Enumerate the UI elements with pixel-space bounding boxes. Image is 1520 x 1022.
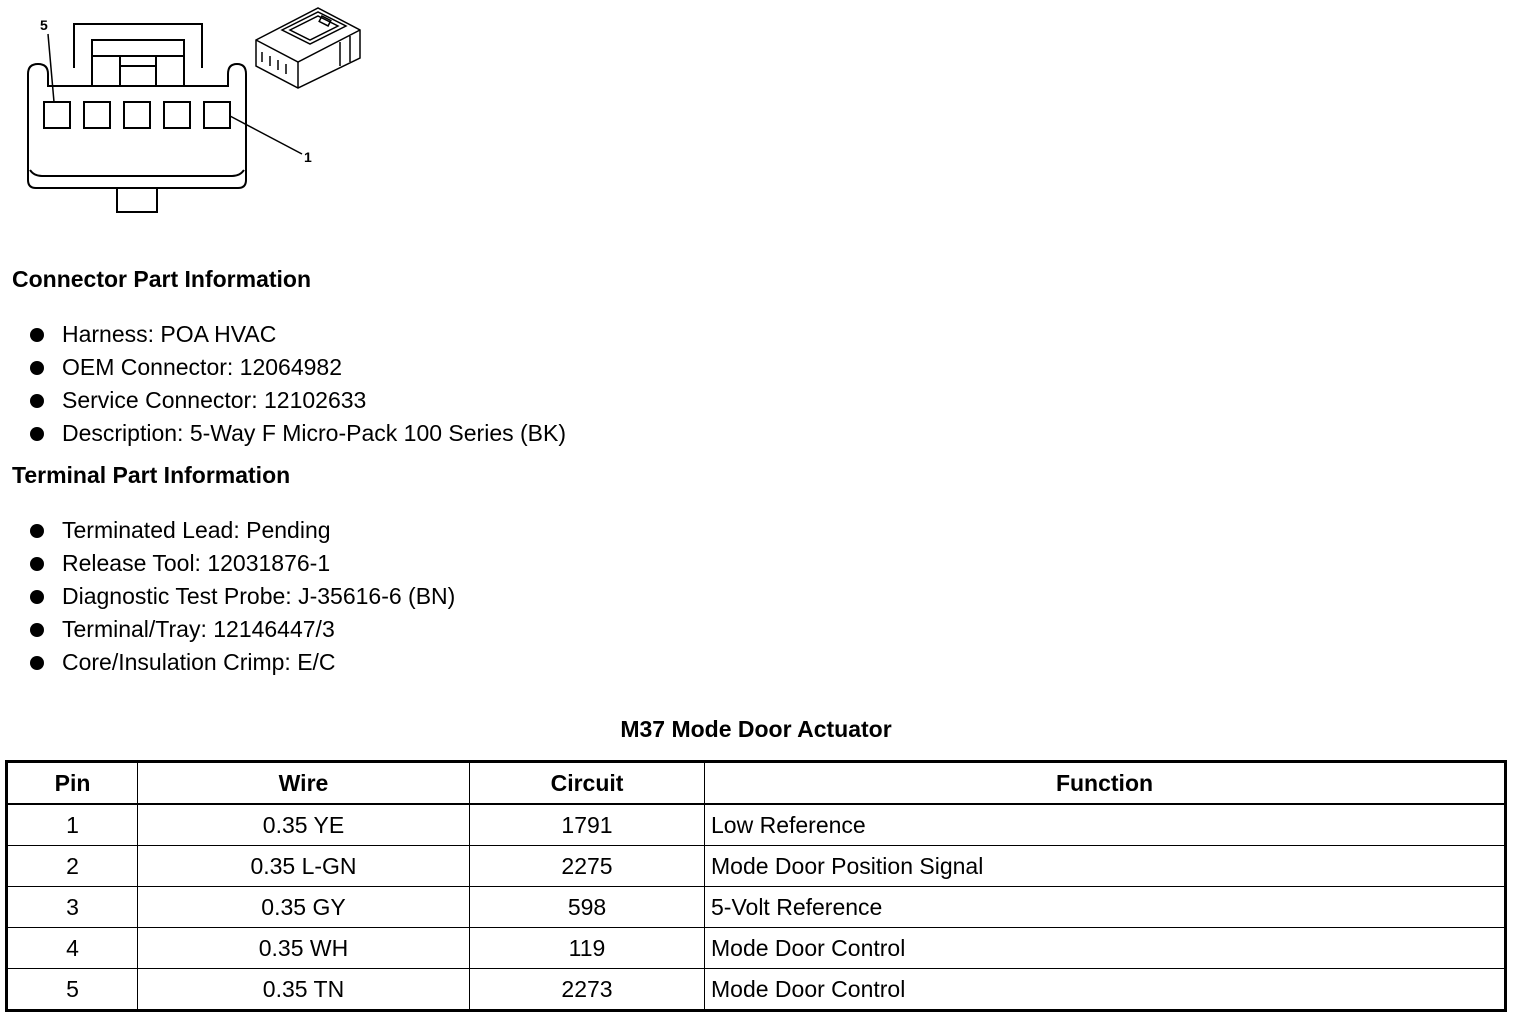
- list-item: [28, 318, 566, 351]
- list-item: [28, 384, 566, 417]
- table-row: [7, 804, 1506, 846]
- bullet-icon: [30, 656, 44, 670]
- bullet-icon: [30, 590, 44, 604]
- cell-wire: 0.35 YE: [138, 804, 470, 846]
- list-item: [28, 646, 455, 679]
- cell-function: Mode Door Control: [705, 928, 1506, 969]
- list-item-text: OEM Connector: 12064982: [62, 354, 343, 380]
- table-row: [7, 887, 1506, 928]
- table-row: [7, 846, 1506, 887]
- cell-wire: 0.35 WH: [138, 928, 470, 969]
- pin-cavity: [124, 102, 150, 128]
- pin-table: [5, 760, 1507, 1012]
- cell-pin: 4: [7, 928, 138, 969]
- cell-circuit: 119: [470, 928, 705, 969]
- cell-wire: 0.35 TN: [138, 969, 470, 1011]
- list-item-text: Terminal/Tray: 12146447/3: [62, 616, 335, 642]
- connector-diagram: [0, 0, 380, 225]
- connector-part-heading: Connector Part Information: [12, 266, 312, 292]
- pin-label-1: 1: [304, 149, 312, 165]
- list-item: [28, 547, 455, 580]
- bullet-icon: [30, 427, 44, 441]
- table-row: [7, 969, 1506, 1011]
- list-item-text: Harness: POA HVAC: [62, 321, 277, 347]
- pin-cavity: [204, 102, 230, 128]
- cell-pin: 1: [7, 804, 138, 846]
- cell-pin: 3: [7, 887, 138, 928]
- list-item: [28, 417, 566, 450]
- cell-pin: 5: [7, 969, 138, 1011]
- list-item-text: Service Connector: 12102633: [62, 387, 367, 413]
- cell-wire: 0.35 L-GN: [138, 846, 470, 887]
- bullet-icon: [30, 361, 44, 375]
- list-item: [28, 613, 455, 646]
- list-item-text: Terminated Lead: Pending: [62, 517, 331, 543]
- table-row: [7, 928, 1506, 969]
- terminal-part-heading: Terminal Part Information: [12, 462, 291, 488]
- column-header-pin: Pin: [7, 762, 138, 805]
- connector-key: [117, 188, 157, 212]
- connector-part-list: [28, 318, 566, 450]
- table-header-row: [7, 762, 1506, 805]
- table-title: M37 Mode Door Actuator: [620, 716, 892, 742]
- cell-circuit: 1791: [470, 804, 705, 846]
- cell-function: Low Reference: [705, 804, 1506, 846]
- pin-label-5: 5: [40, 17, 48, 33]
- bullet-icon: [30, 623, 44, 637]
- list-item: [28, 580, 455, 613]
- connector-iso-view: [256, 8, 360, 88]
- list-item: [28, 514, 455, 547]
- cell-function: 5-Volt Reference: [705, 887, 1506, 928]
- list-item-text: Description: 5-Way F Micro-Pack 100 Series (BK): [62, 420, 567, 446]
- connector-body: [28, 64, 246, 188]
- cell-circuit: 598: [470, 887, 705, 928]
- column-header-wire: Wire: [138, 762, 470, 805]
- cell-pin: 2: [7, 846, 138, 887]
- connector-latch: [74, 24, 202, 68]
- column-header-circuit: Circuit: [470, 762, 705, 805]
- bullet-icon: [30, 557, 44, 571]
- pin-cavity: [84, 102, 110, 128]
- column-header-function: Function: [705, 762, 1506, 805]
- cell-function: Mode Door Position Signal: [705, 846, 1506, 887]
- list-item: [28, 351, 566, 384]
- terminal-part-list: [28, 514, 455, 679]
- cell-function: Mode Door Control: [705, 969, 1506, 1011]
- cell-circuit: 2275: [470, 846, 705, 887]
- pin-cavity: [44, 102, 70, 128]
- pin-cavity: [164, 102, 190, 128]
- list-item-text: Core/Insulation Crimp: E/C: [62, 649, 336, 675]
- cell-circuit: 2273: [470, 969, 705, 1011]
- list-item-text: Release Tool: 12031876-1: [62, 550, 331, 576]
- list-item-text: Diagnostic Test Probe: J-35616-6 (BN): [62, 583, 456, 609]
- bullet-icon: [30, 328, 44, 342]
- bullet-icon: [30, 394, 44, 408]
- bullet-icon: [30, 524, 44, 538]
- cell-wire: 0.35 GY: [138, 887, 470, 928]
